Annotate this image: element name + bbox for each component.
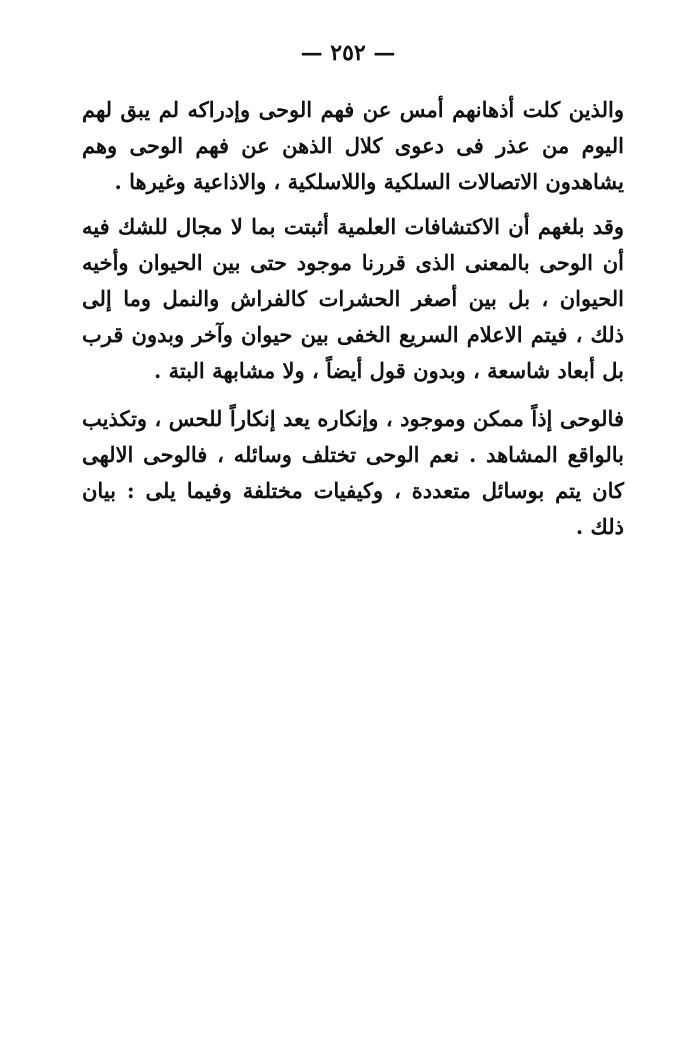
paragraph-2: وقد بلغهم أن الاكتشافات العلمية أثبتت بما لا مجال للشك فيه أن الوحى بالمعنى الذى قررنا موجود حتى بين الحيوان وأخيه الحيوان ، بل بين أصغر الحشرات كالفراش والنمل وما إلى ذلك ، فيتم الاعلام السريع الخفى بين حيوان وآخر وبدون قرب بل أبعاد شاسعة ، وبدون قول أيضاً ، ولا مشابهة البتة . — [82, 214, 624, 383]
paragraph-3: فالوحى إذاً ممكن وموجود ، وإنكاره يعد إنكاراً للحس ، وتكذيب بالواقع المشاهد . نعم الوحى تختلف وسائله ، فالوحى الالهى كان يتم بوسائل متعددة ، وكيفيات مختلفة وفيما يلى : بيان ذلك . — [82, 406, 624, 539]
paragraph-1: والذين كلت أذهانهم أمس عن فهم الوحى وإدراكه لم يبق لهم اليوم من عذر فى دعوى كلال الذهن عن فهم الوحى وهم يشاهدون الاتصالات السلكية واللاسلكية ، والاذاعية وغيرها . — [82, 97, 624, 194]
page-number: — ٢٥٢ — — [300, 40, 396, 66]
